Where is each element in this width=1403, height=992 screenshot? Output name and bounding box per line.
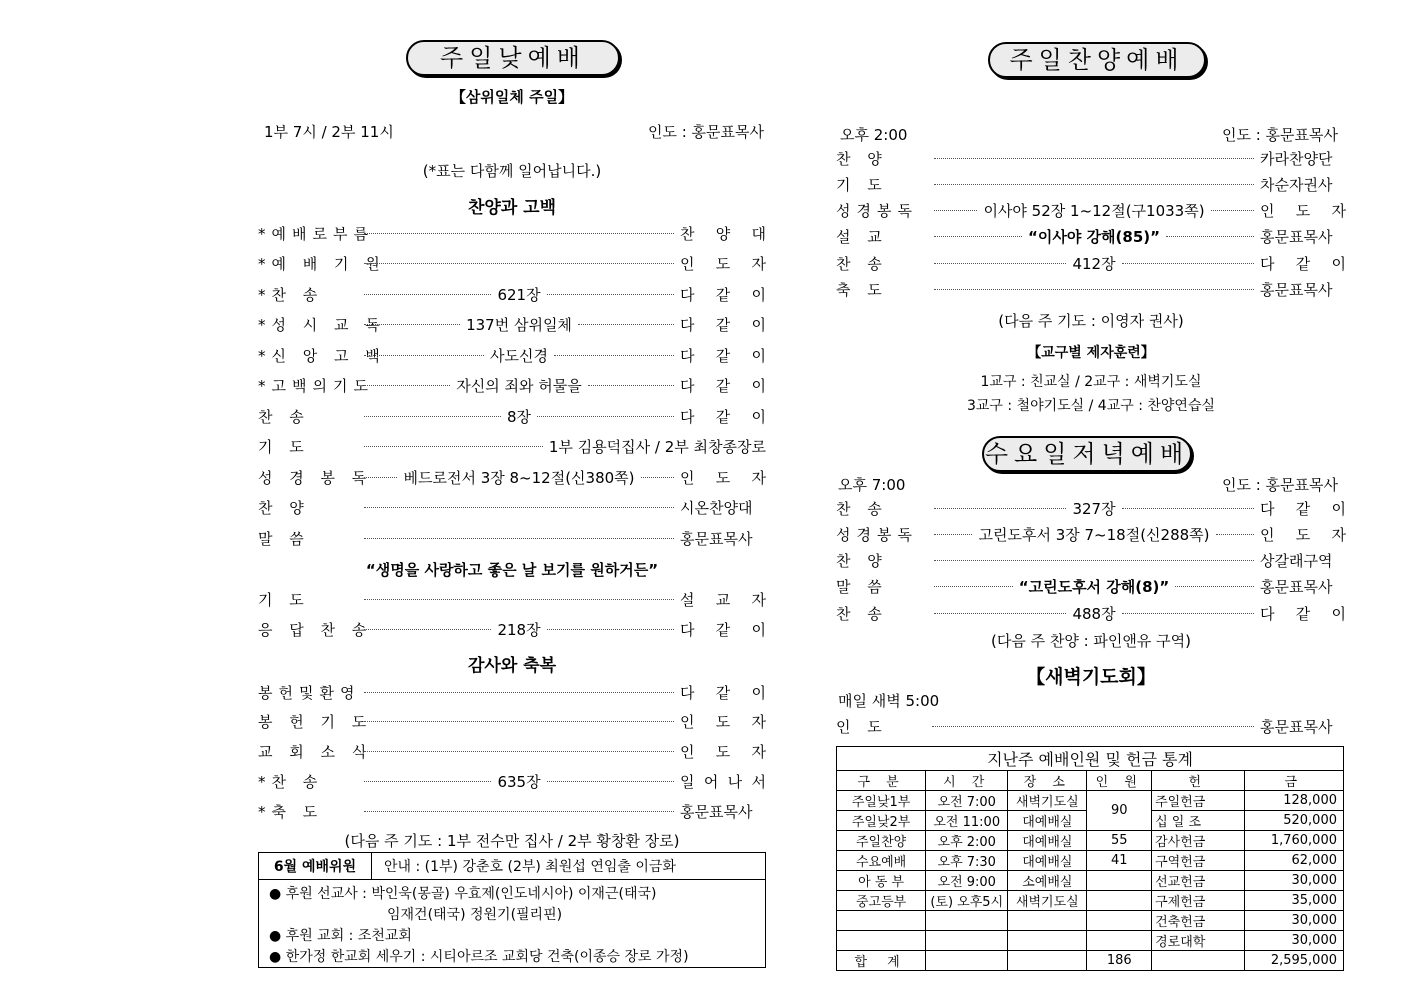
order-person: 홍문표목사: [1260, 228, 1333, 247]
table-cell: 오전 7:00: [926, 791, 1008, 811]
order-person: 다 같 이: [680, 377, 766, 395]
order-row: [258, 771, 766, 791]
table-cell: 90: [1087, 791, 1152, 831]
leader-dots: [364, 781, 491, 782]
table-cell: [926, 911, 1008, 931]
leader-dots: [364, 599, 674, 600]
order-row: [258, 223, 766, 243]
order-person: 다 같 이: [680, 621, 766, 639]
order-label: 봉 헌 기 도: [258, 713, 373, 732]
order-label: 찬 양: [258, 499, 310, 517]
table-cell: [1087, 891, 1152, 911]
leader-dots: [934, 586, 1013, 587]
leader-dots: [641, 477, 674, 478]
leader-dots: [364, 416, 501, 417]
order-person: 인 도 자: [680, 255, 766, 273]
order-row: [836, 280, 1346, 300]
table-cell: 오후 7:30: [926, 851, 1008, 871]
leader-dots: [934, 210, 977, 211]
sunday-praise-title: 주일찬양예배: [988, 42, 1206, 78]
ushers-text: 안내 : (1부) 강춘호 (2부) 최원섭 연임출 이금화: [384, 859, 676, 875]
leader-dots: [364, 355, 484, 356]
order-person: 설 교 자: [680, 590, 766, 609]
worship-committee-box: [258, 852, 766, 968]
order-detail: 이사야 52장 1~12절(구1033쪽): [983, 202, 1205, 221]
stand-note: (*표는 다함께 일어납니다.): [422, 162, 602, 180]
table-header-row: [837, 771, 1344, 791]
table-cell: 구역헌금: [1152, 851, 1244, 871]
table-cell: [926, 931, 1008, 951]
order-detail: 327장: [1072, 499, 1116, 518]
order-row: [258, 284, 766, 304]
leader-dots: [364, 629, 491, 630]
order-label: 말 씀: [836, 578, 888, 597]
leader-dots: [934, 184, 1254, 185]
order-person: 시온찬양대: [680, 499, 753, 517]
leader-dots: [364, 233, 674, 234]
order-person: 홍문표목사: [680, 802, 753, 821]
order-label: 찬 양: [836, 149, 888, 168]
leader-dots: [547, 629, 674, 630]
table-cell: 30,000: [1244, 911, 1343, 931]
sunday-morning-title: 주일낮예배: [406, 40, 620, 76]
order-label: 기 도: [836, 175, 888, 194]
sponsor-church: ● 후원 교회 : 조천교회: [269, 928, 412, 944]
leader-dots: [1166, 236, 1254, 237]
order-row: [836, 577, 1346, 597]
table-cell: 30,000: [1244, 931, 1343, 951]
sermon-title: “생명을 사랑하고 좋은 날 보기를 원하거든”: [365, 561, 659, 579]
table-cell: 선교헌금: [1152, 871, 1244, 891]
leader-dots: [932, 726, 1254, 727]
order-row: [258, 712, 766, 732]
table-cell: 새벽기도실: [1008, 891, 1087, 911]
leader-dots: [364, 692, 674, 693]
wednesday-next: (다음 주 찬양 : 파인앤유 구역): [991, 632, 1191, 650]
order-label: *신 앙 고 백: [258, 346, 386, 365]
leader-dots: [578, 324, 674, 325]
order-detail: “이사야 강해(85)”: [1028, 228, 1160, 247]
table-cell: 41: [1087, 851, 1152, 871]
wednesday-time: 오후 7:00: [838, 476, 906, 494]
table-cell: [837, 911, 926, 931]
service-leader: 인도 : 홍문표목사: [647, 123, 764, 141]
order-row: [258, 682, 766, 702]
leader-dots: [547, 294, 674, 295]
leader-dots: [1122, 263, 1254, 264]
order-row: [258, 498, 766, 518]
order-person: 다 같 이: [680, 316, 767, 334]
order-person: 다 같 이: [1260, 254, 1346, 273]
leader-dots: [364, 538, 674, 539]
table-cell: 아 동 부: [837, 871, 926, 891]
table-cell: 수요예배: [837, 851, 926, 871]
order-label: *성 시 교 독: [258, 316, 386, 334]
order-person: 인 도 자: [680, 468, 766, 487]
training-line-1: 1교구 : 친교실 / 2교구 : 새벽기도실: [980, 374, 1202, 390]
table-cell: 십 일 조: [1152, 811, 1244, 831]
praise-leader: 인도 : 홍문표목사: [1221, 126, 1338, 144]
order-person: 일 어 나 서: [680, 772, 766, 791]
table-cell: 장 소: [1008, 771, 1087, 791]
committee-label: 6월 예배위원: [259, 853, 372, 879]
order-row: [836, 148, 1346, 168]
table-cell: [1008, 951, 1087, 971]
order-detail: 488장: [1072, 604, 1116, 623]
table-cell: 주일헌금: [1152, 791, 1244, 811]
order-row: [836, 603, 1346, 623]
leader-dots: [1122, 613, 1254, 614]
table-cell: [1087, 871, 1152, 891]
table-cell: 경로대학: [1152, 931, 1244, 951]
training-line-2: 3교구 : 철야기도실 / 4교구 : 찬양연습실: [966, 398, 1215, 414]
table-cell: [837, 931, 926, 951]
order-label: 찬 송: [836, 499, 888, 518]
order-row: [258, 406, 766, 426]
missionary-line-2: 임재건(태국) 정원기(필리핀): [387, 907, 563, 923]
service-subtitle: 【삼위일체 주일】: [450, 88, 574, 106]
order-person: 카라찬양단: [1260, 149, 1333, 168]
leader-dots: [934, 613, 1066, 614]
order-person: 다 같 이: [680, 346, 766, 365]
leader-dots: [547, 781, 674, 782]
table-cell: 구제헌금: [1152, 891, 1244, 911]
table-cell: 2,595,000: [1244, 951, 1343, 971]
order-label: *축 도: [258, 802, 324, 821]
order-person: 인 도 자: [680, 713, 766, 732]
table-cell: 인 원: [1087, 771, 1152, 791]
leader-dots: [364, 324, 460, 325]
order-person: 다 같 이: [1260, 604, 1346, 623]
leader-dots: [364, 385, 450, 386]
order-label: 성 경 봉 독: [258, 468, 373, 487]
table-cell: 새벽기도실: [1008, 791, 1087, 811]
dawn-title: 【새벽기도회】: [1026, 666, 1156, 688]
table-cell: 128,000: [1244, 791, 1343, 811]
leader-dots: [934, 263, 1066, 264]
next-week-prayer: (다음 주 기도 : 1부 전수만 집사 / 2부 황창환 장로): [344, 832, 680, 850]
leader-dots: [934, 236, 1022, 237]
table-cell: 구 분: [837, 771, 926, 791]
table-cell: 오전 11:00: [926, 811, 1008, 831]
training-title: 【교구별 제자훈련】: [1027, 345, 1155, 361]
order-row: [836, 253, 1346, 273]
order-person: 홍문표목사: [1260, 281, 1333, 299]
table-cell: 대예배실: [1008, 831, 1087, 851]
table-cell: 건축헌금: [1152, 911, 1244, 931]
leader-dots: [364, 477, 397, 478]
order-row: [258, 801, 766, 821]
leader-dots: [537, 416, 674, 417]
service-times: 1부 7시 / 2부 11시: [264, 123, 394, 141]
table-cell: 헌: [1152, 771, 1244, 791]
order-label: 교 회 소 식: [258, 743, 373, 762]
praise-time: 오후 2:00: [840, 126, 908, 144]
order-detail: 베드로전서 3장 8~12절(신380쪽): [403, 468, 635, 487]
order-row: [836, 201, 1346, 221]
order-row: [836, 498, 1346, 518]
leader-dots: [588, 385, 674, 386]
order-row: [836, 524, 1346, 544]
order-label: 찬 송: [836, 604, 888, 623]
table-cell: 중고등부: [837, 891, 926, 911]
order-label: *예 배 기 원: [258, 255, 386, 273]
section-praise-confession: 찬양과 고백: [467, 198, 557, 218]
order-detail: 137번 삼위일체: [466, 316, 572, 334]
leader-dots: [934, 289, 1254, 290]
table-cell: 합 계: [837, 951, 926, 971]
order-label: *고백의기도: [258, 377, 374, 395]
table-cell: 1,760,000: [1244, 831, 1343, 851]
order-label: 말 씀: [258, 529, 310, 548]
leader-dots: [364, 263, 674, 264]
order-row: [258, 620, 766, 640]
table-row: [837, 931, 1344, 951]
order-person: 홍문표목사: [1260, 578, 1333, 597]
order-row: [258, 376, 766, 396]
table-cell: 62,000: [1244, 851, 1343, 871]
order-label: 기 도: [258, 438, 310, 456]
wednesday-title: 수요일저녁예배: [982, 436, 1192, 472]
order-row: [836, 227, 1346, 247]
leader-dots: [934, 508, 1066, 509]
dawn-time: 매일 새벽 5:00: [838, 692, 940, 710]
table-cell: 오후 2:00: [926, 831, 1008, 851]
table-row: [837, 851, 1344, 871]
order-label: 기 도: [258, 590, 310, 609]
order-row: [258, 345, 766, 365]
table-total-row: [837, 951, 1344, 971]
order-label: 설 교: [836, 228, 888, 247]
leader-dots: [1175, 586, 1254, 587]
leader-dots: [1211, 210, 1254, 211]
order-person: 홍문표목사: [680, 529, 753, 548]
order-label: 성경봉독: [836, 525, 918, 544]
order-row: [258, 315, 766, 335]
attendance-offering-table: [836, 746, 1344, 971]
table-cell: 지난주 예배인원 및 헌금 통계: [837, 747, 1344, 771]
order-person: 차순자권사: [1260, 175, 1333, 194]
order-person: 다 같 이: [680, 285, 766, 304]
order-label: 찬 송: [258, 407, 310, 426]
order-person: 상갈래구역: [1260, 552, 1333, 571]
order-label: *예배로부름: [258, 224, 374, 243]
order-detail: 412장: [1072, 254, 1116, 273]
table-row: [837, 871, 1344, 891]
table-cell: [1087, 911, 1152, 931]
order-label: *찬 송: [258, 285, 324, 304]
order-person: 인 도 자: [1260, 202, 1347, 221]
order-label: 찬 송: [836, 254, 888, 273]
order-person: 인 도 자: [1260, 525, 1346, 544]
leader-dots: [934, 158, 1254, 159]
order-row: [836, 174, 1346, 194]
praise-next-prayer: (다음 주 기도 : 이영자 권사): [998, 312, 1184, 330]
table-row: [837, 831, 1344, 851]
order-row: [258, 589, 766, 609]
table-cell: 주일낮2부: [837, 811, 926, 831]
order-person: 다 같 이: [680, 407, 767, 426]
order-row: [258, 528, 766, 548]
order-label: 봉헌및환영: [258, 683, 361, 702]
order-row: [258, 437, 766, 457]
missionary-line: ● 후원 선교사 : 박인욱(몽골) 우효제(인도네시아) 이재근(태국): [269, 886, 657, 902]
table-row: [837, 891, 1344, 911]
order-row: [836, 551, 1346, 571]
table-cell: 시 간: [926, 771, 1008, 791]
order-detail: 자신의 죄와 허물을: [456, 377, 582, 395]
order-label: 응 답 찬 송: [258, 621, 373, 639]
table-cell: 감사헌금: [1152, 831, 1244, 851]
table-cell: 대예배실: [1008, 811, 1087, 831]
table-cell: 주일낮1부: [837, 791, 926, 811]
order-label: 성경봉독: [836, 202, 918, 221]
leader-dots: [1216, 534, 1254, 535]
table-cell: 대예배실: [1008, 851, 1087, 871]
table-cell: 오전 9:00: [926, 871, 1008, 891]
leader-dots: [1122, 508, 1254, 509]
order-detail: “고린도후서 강해(8)”: [1018, 578, 1170, 597]
dawn-leader-row: [836, 716, 1346, 736]
table-cell: 소예배실: [1008, 871, 1087, 891]
order-label: 축 도: [836, 281, 888, 299]
family-church: ● 한가정 한교회 세우기 : 시티아르조 교회당 건축(이종승 장로 가정): [269, 949, 689, 965]
order-detail: 635장: [497, 772, 541, 791]
order-detail: 218장: [497, 621, 541, 639]
table-cell: 55: [1087, 831, 1152, 851]
leader-dots: [364, 811, 674, 812]
table-cell: (토) 오후5시: [926, 891, 1008, 911]
table-title-row: [837, 747, 1344, 771]
order-detail: 8장: [506, 407, 532, 426]
table-cell: [1008, 911, 1087, 931]
order-detail: 1부 김용덕집사 / 2부 최창종장로: [548, 438, 766, 456]
table-cell: [926, 951, 1008, 971]
order-row: [258, 467, 766, 487]
leader-dots: [364, 446, 543, 447]
table-cell: 186: [1087, 951, 1152, 971]
order-row: [258, 254, 766, 274]
order-row: [258, 742, 766, 762]
order-detail: 고린도후서 3장 7~18절(신288쪽): [978, 525, 1210, 544]
order-person: 찬 양 대: [680, 224, 766, 243]
table-cell: 35,000: [1244, 891, 1343, 911]
leader-dots: [364, 294, 491, 295]
table-cell: 주일찬양: [837, 831, 926, 851]
dawn-leader-label: 인 도: [836, 717, 888, 736]
leader-dots: [364, 751, 674, 752]
order-label: *찬 송: [258, 772, 324, 791]
table-cell: [1087, 931, 1152, 951]
order-person: 인 도 자: [680, 743, 766, 762]
table-row: [837, 791, 1344, 811]
order-person: 다 같 이: [680, 683, 766, 702]
table-row: [837, 911, 1344, 931]
table-cell: 금: [1244, 771, 1343, 791]
table-cell: [1008, 931, 1087, 951]
leader-dots: [364, 721, 674, 722]
order-person: 다 같 이: [1260, 499, 1346, 518]
leader-dots: [934, 534, 972, 535]
wednesday-leader: 인도 : 홍문표목사: [1221, 476, 1338, 494]
section-thanks-blessing: 감사와 축복: [467, 656, 557, 676]
order-detail: 621장: [497, 285, 541, 304]
dawn-leader-name: 홍문표목사: [1260, 717, 1333, 736]
table-cell: 30,000: [1244, 871, 1343, 891]
order-detail: 사도신경: [490, 346, 548, 365]
table-cell: 520,000: [1244, 811, 1343, 831]
leader-dots: [554, 355, 674, 356]
table-cell: [1152, 951, 1244, 971]
order-label: 찬 양: [836, 552, 888, 571]
leader-dots: [364, 507, 674, 508]
leader-dots: [934, 560, 1254, 561]
